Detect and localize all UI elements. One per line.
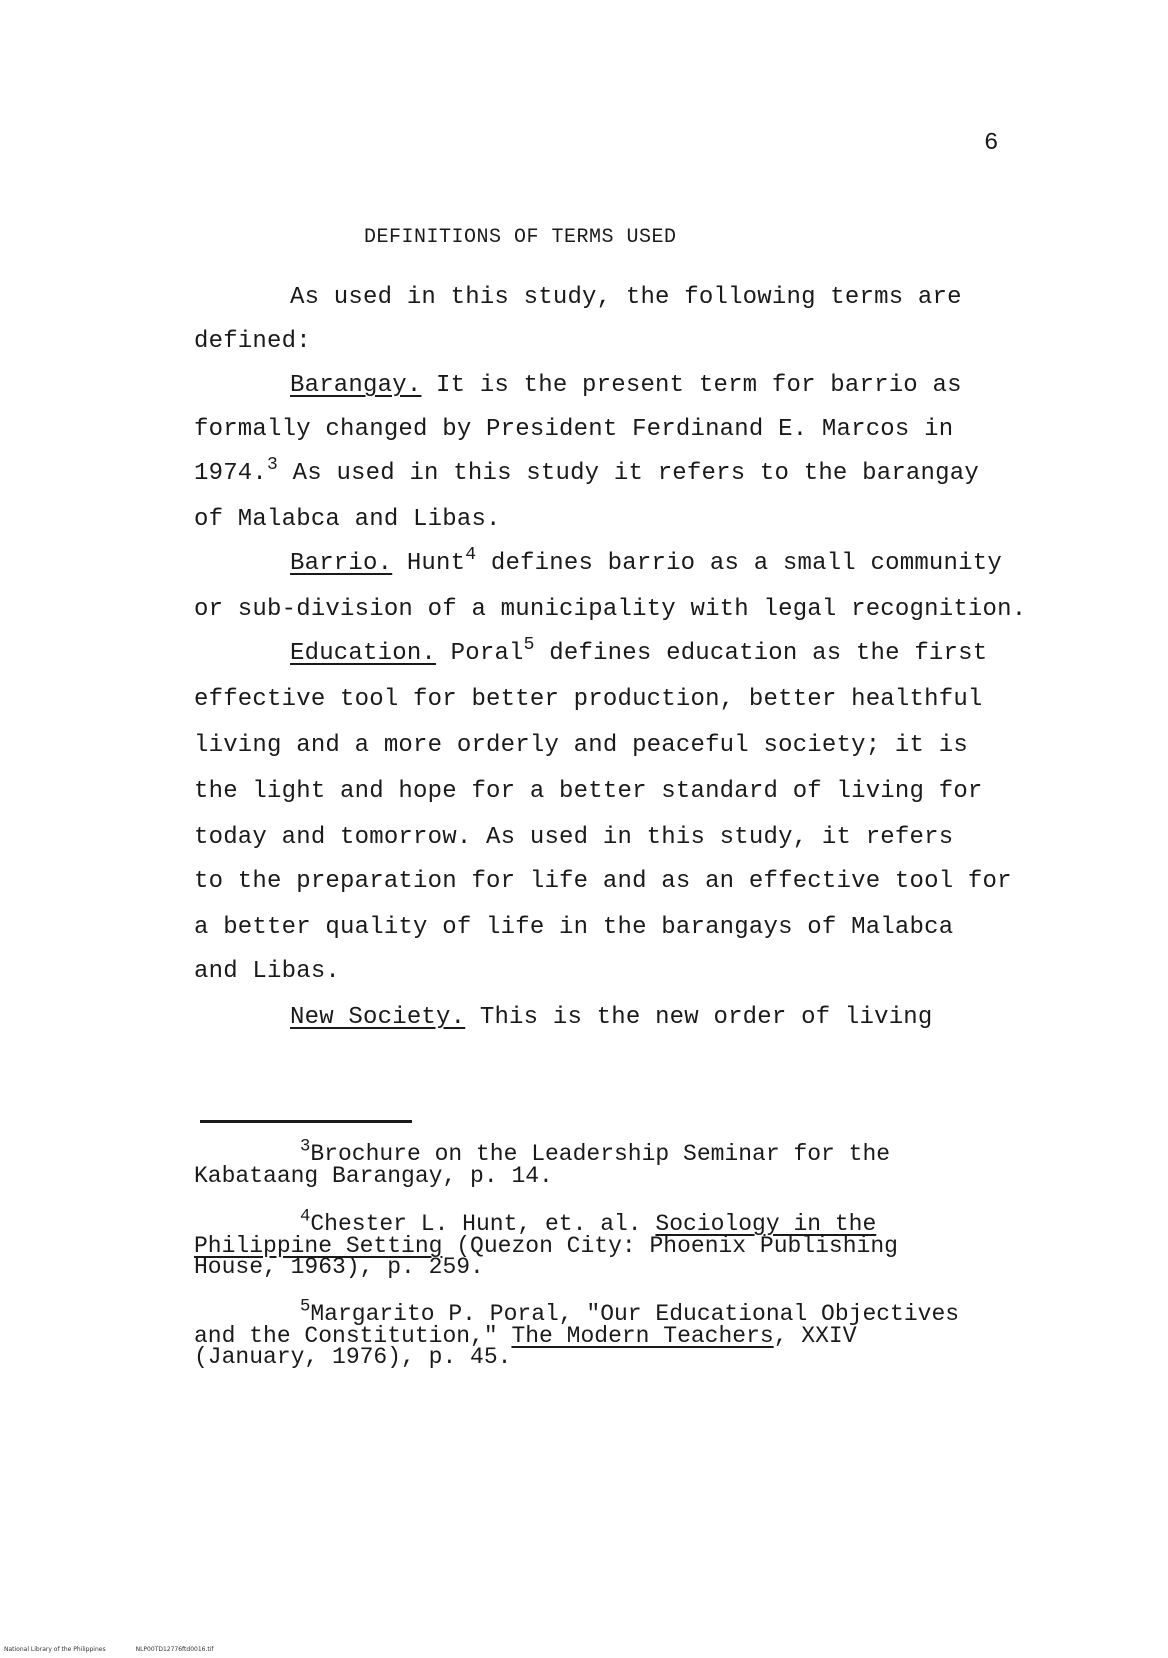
term-education: Education. <box>290 640 437 667</box>
definition-text: As used in this study it refers to the barangay <box>278 460 979 487</box>
footnote-number: 3 <box>300 1137 311 1157</box>
definition-barrio <box>290 545 1002 577</box>
intro-line: As used in this study, the following terms are <box>290 284 962 311</box>
definition-text: 1974. <box>194 460 268 487</box>
footnote-text: (Quezon City: Phoenix Publishing <box>442 1233 898 1259</box>
term-barangay: Barangay. <box>290 372 422 399</box>
intro-line: defined: <box>194 328 311 355</box>
footnote-4 <box>300 1207 877 1237</box>
definition-text: or sub-division of a municipality with legal recognition. <box>194 596 1027 623</box>
footnote-5 <box>300 1297 960 1327</box>
definition-text: Poral <box>436 640 524 667</box>
term-new-society: New Society. <box>290 1004 466 1031</box>
definition-text: living and a more orderly and peaceful society; it is <box>194 732 968 759</box>
definition-text: defines barrio as a small community <box>476 550 1002 577</box>
definition-text: a better quality of life in the barangays of Malabca <box>194 914 954 941</box>
footnote-ref: 3 <box>267 455 279 476</box>
footnote-text: and the Constitution," <box>194 1323 512 1349</box>
definition-text: It is the present term for barrio as <box>421 372 962 399</box>
footnote-text: Brochure on the Leadership Seminar for the <box>310 1141 891 1167</box>
term-barrio: Barrio. <box>290 550 393 577</box>
definition-text: Hunt <box>392 550 466 577</box>
footnote-text: House, 1963), p. 259. <box>194 1254 484 1280</box>
definition-text: the light and hope for a better standard of living for <box>194 778 983 805</box>
footnote-number: 4 <box>300 1207 311 1227</box>
footnote-3 <box>300 1137 891 1167</box>
footnote-ref: 4 <box>465 545 477 566</box>
footnote-book-title: Philippine Setting <box>194 1233 443 1259</box>
page-number: 6 <box>984 130 999 157</box>
definition-barangay <box>290 372 962 399</box>
footnote-text: Kabataang Barangay, p. 14. <box>194 1163 553 1189</box>
footnote-number: 5 <box>300 1297 311 1317</box>
definition-education <box>290 635 988 667</box>
definition-new-society <box>290 1004 933 1031</box>
footnote-text: (January, 1976), p. 45. <box>194 1344 512 1370</box>
scan-footer <box>4 1646 244 1653</box>
footnote-divider <box>200 1120 412 1123</box>
section-title: DEFINITIONS OF TERMS USED <box>364 226 677 249</box>
footnote-journal-title: The Modern Teachers <box>511 1323 774 1349</box>
definition-text: effective tool for better production, better healthful <box>194 686 983 713</box>
scan-filename: NLP00TD12776ftd0016.tif <box>135 1646 214 1653</box>
footnote-text: , XXIV <box>773 1323 857 1349</box>
footnote-ref: 5 <box>523 635 535 656</box>
definition-text: of Malabca and Libas. <box>194 506 501 533</box>
footnote-text: Margarito P. Poral, "Our Educational Objectives <box>310 1301 960 1327</box>
footnote-book-title: Sociology in the <box>655 1211 877 1237</box>
footnote-text: Chester L. Hunt, et. al. <box>310 1211 656 1237</box>
definition-text: today and tomorrow. As used in this study, it refers <box>194 824 954 851</box>
definition-text: to the preparation for life and as an effective tool for <box>194 868 1012 895</box>
definition-text: formally changed by President Ferdinand E. Marcos in <box>194 416 954 443</box>
definition-text <box>194 455 979 487</box>
definition-text: This is the new order of living <box>465 1004 933 1031</box>
definition-text: and Libas. <box>194 958 341 985</box>
definition-text: defines education as the first <box>534 640 988 667</box>
library-name: National Library of the Philippines <box>4 1646 106 1653</box>
